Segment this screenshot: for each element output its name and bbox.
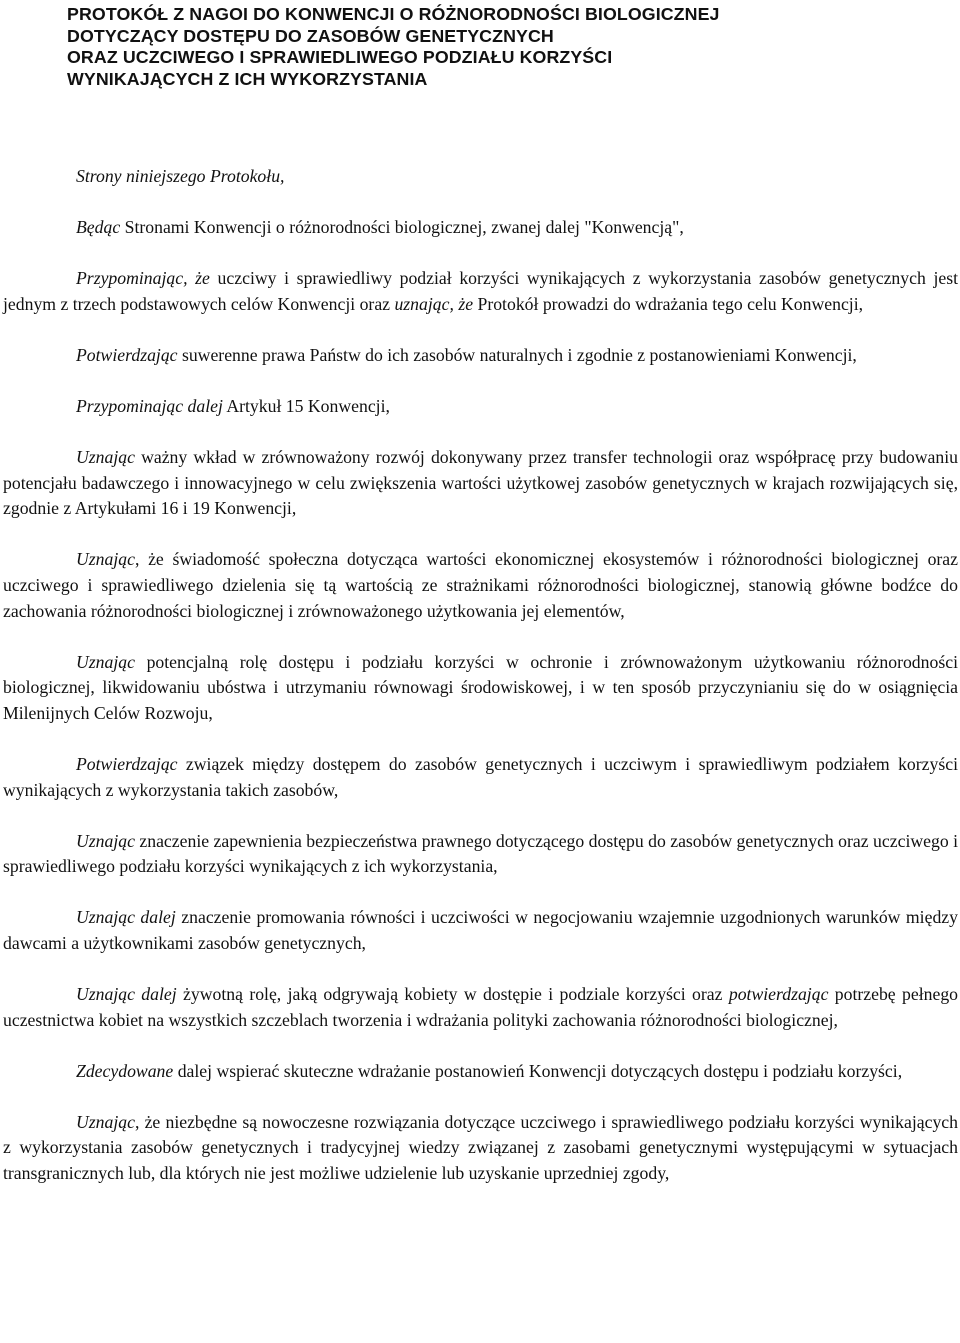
preamble-paragraph-10 [3, 829, 958, 880]
document-title [67, 4, 958, 90]
paragraph-text: żywotną rolę, jaką odgrywają kobiety w dostępie i podziale korzyści oraz [176, 983, 729, 1004]
paragraph-lead: Potwierdzając [76, 753, 178, 774]
paragraph-lead: Uznając dalej [76, 983, 177, 1004]
paragraph-lead: Uznając dalej [76, 907, 176, 928]
paragraph-lead: Będąc [76, 217, 121, 238]
preamble-paragraph-8 [3, 650, 958, 727]
paragraph-lead: Uznając [76, 447, 135, 468]
paragraph-lead: Zdecydowane [76, 1060, 174, 1081]
paragraph-text: Artykuł 15 Konwencji, [222, 395, 390, 416]
paragraph-text: suwerenne prawa Państw do ich zasobów naturalnych i zgodnie z postanowieniami Konwencji, [177, 344, 857, 365]
paragraph-lead: Uznając [76, 1111, 135, 1132]
preamble-paragraph-12 [3, 982, 958, 1033]
preamble-paragraph-1 [3, 164, 958, 190]
preamble-paragraph-13 [3, 1059, 958, 1085]
preamble-paragraph-5 [3, 394, 958, 420]
paragraph-lead: Przypominając, że [76, 268, 210, 289]
preamble-paragraph-11 [3, 905, 958, 956]
paragraph-emphasis: potwierdzając [728, 983, 829, 1004]
paragraph-text: ważny wkład w zrównoważony rozwój dokonywany przez transfer technologii oraz współpracę przy budowaniu potencjału badawczego i innowacyjnego w celu zwiększenia wartości użytkowej zasobów genetycznych w krajach rozwijających się, zgodnie z Artykułami 16 i 19 Konwencji, [3, 447, 958, 519]
paragraph-text: związek między dostępem do zasobów genetycznych i uczciwym i sprawiedliwym podziałem korzyści wynikających z wykorzystania takich zasobów, [3, 753, 958, 800]
preamble-paragraph-14 [3, 1110, 958, 1187]
paragraph-text: uczciwy i sprawiedliwy podział korzyści wynikających z wykorzystania zasobów genetycznych jest jednym z trzech podstawowych celów Konwencji oraz [3, 268, 959, 314]
title-line-1: PROTOKÓŁ Z NAGOI DO KONWENCJI O RÓŻNORODNOŚCI BIOLOGICZNEJ [67, 4, 720, 24]
paragraph-text: znaczenie zapewnienia bezpieczeństwa prawnego dotyczącego dostępu do zasobów genetycznych oraz uczciwego i sprawiedliwego podziału korzyści wynikających z ich wykorzystania, [3, 830, 959, 877]
paragraph-text: potrzebę pełnego uczestnictwa kobiet na wszystkich szczeblach tworzenia i wdrażania polityki zachowania różnorodności biologicznej, [3, 983, 959, 1030]
paragraph-lead: Uznając [76, 651, 135, 672]
paragraph-lead: Strony niniejszego Protokołu, [76, 166, 285, 186]
preamble-paragraph-3 [3, 266, 958, 317]
paragraph-text: , że świadomość społeczna dotycząca wartości ekonomicznej ekosystemów i różnorodności biologicznej oraz uczciwego i sprawiedliwego dzielenia się tą wartością ze strażnikami różnorodności biologicznej, stanowią główne bodźce do zachowania różnorodności biologicznej i zrównoważonego użytkowania jej elementów, [3, 549, 958, 621]
paragraph-lead: Przypominając dalej [76, 395, 223, 416]
paragraph-lead: Uznając [76, 830, 135, 851]
preamble-paragraph-2 [3, 215, 958, 241]
paragraph-text: potencjalną rolę dostępu i podziału korzyści w ochronie i zrównoważonym użytkowaniu różnorodności biologicznej, likwidowaniu ubóstwa i utrzymaniu równowagi środowiskowej, i w ten sposób przyczynianiu się do w osiągnięcia Milenijnych Celów Rozwoju, [3, 651, 958, 723]
title-line-2: DOTYCZĄCY DOSTĘPU DO ZASOBÓW GENETYCZNYCH [67, 25, 554, 46]
preamble-paragraph-6 [3, 445, 958, 522]
paragraph-emphasis: uznając, że [394, 293, 474, 314]
preamble [3, 164, 958, 1187]
paragraph-text: dalej wspierać skuteczne wdrażanie postanowień Konwencji dotyczących dostępu i podziału korzyści, [173, 1060, 903, 1081]
paragraph-lead: Potwierdzając [76, 344, 178, 365]
preamble-paragraph-4 [3, 343, 958, 369]
title-line-4: WYNIKAJĄCYCH Z ICH WYKORZYSTANIA [67, 68, 428, 89]
paragraph-text: , że niezbędne są nowoczesne rozwiązania dotyczące uczciwego i sprawiedliwego podziału korzyści wynikających z wykorzystania zasobów genetycznych i tradycyjnej wiedzy związanej z zasobami genetycznymi występującymi w sytuacjach transgranicznych lub, dla których nie jest możliwe udzielenie lub uzyskanie uprzedniej zgody, [3, 1111, 958, 1183]
preamble-paragraph-9 [3, 752, 958, 803]
preamble-paragraph-7 [3, 547, 958, 624]
title-line-3: ORAZ UCZCIWEGO I SPRAWIEDLIWEGO PODZIAŁU KORZYŚCI [67, 47, 613, 67]
paragraph-text: Stronami Konwencji o różnorodności biologicznej, zwanej dalej "Konwencją", [120, 217, 684, 238]
paragraph-lead: Uznając [76, 549, 135, 570]
paragraph-text: Protokół prowadzi do wdrażania tego celu Konwencji, [473, 293, 864, 314]
paragraph-text: znaczenie promowania równości i uczciwości w negocjowaniu wzajemnie uzgodnionych warunków między dawcami a użytkownikami zasobów genetycznych, [3, 907, 958, 953]
